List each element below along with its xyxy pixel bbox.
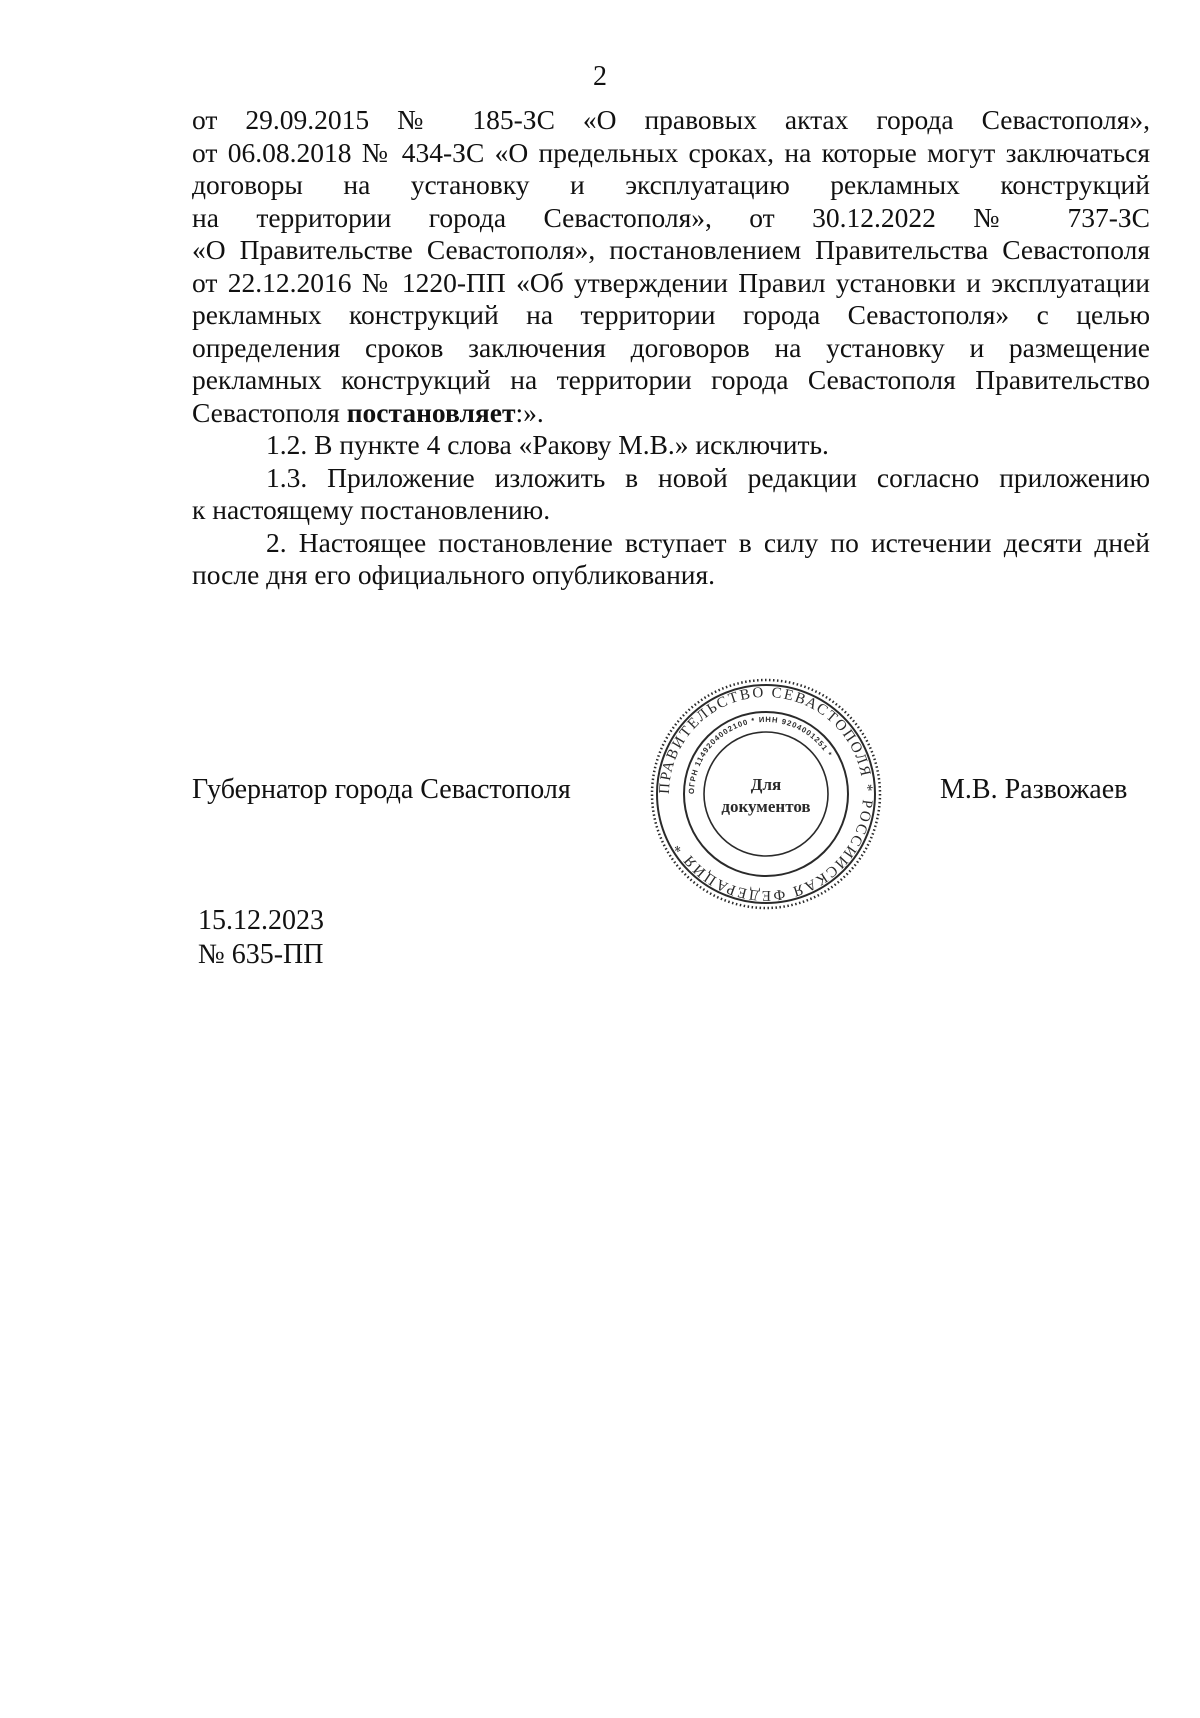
body-line-6: от 22.12.2016 № 1220-ПП «Об утверждении Правил установки и эксплуатации (192, 266, 1150, 298)
signatory-title: Губернатор города Севастополя (192, 774, 571, 805)
seal-center-line-1: Для (750, 775, 782, 794)
body-line-9: рекламных конструкций на территории города Севастополя Правительство (192, 364, 1150, 395)
official-seal-icon (648, 676, 884, 912)
body-line-5: «О Правительстве Севастополя», постановлением Правительства Севастополя (192, 234, 1150, 265)
body-line-2: от 06.08.2018 № 434-ЗС «О предельных сроках, на которые могут заключаться (192, 136, 1150, 168)
item-2-line-1: 2. Настоящее постановление вступает в силу по истечении десяти дней (266, 526, 1150, 558)
seal-center-line-2: документов (721, 797, 811, 816)
body-line-7: рекламных конструкций на территории города Севастополя» с целью (192, 299, 1150, 330)
item-1-3-line-2: к настоящему постановлению. (192, 494, 551, 525)
document-body (192, 104, 1150, 592)
body-line-10-start: Севастополя (192, 396, 347, 428)
seal-outer-text: ПРАВИТЕЛЬСТВО СЕВАСТОПОЛЯ * РОССИЙСКАЯ ФЕДЕРАЦИЯ * (656, 684, 876, 904)
item-1-2: 1.2. В пункте 4 слова «Ракову М.В.» исключить. (266, 429, 829, 460)
seal-inner-text: ОГРН 1149204002100 * ИНН 9204001251 * (686, 714, 835, 795)
item-2-line-2: после дня его официального опубликования. (192, 559, 716, 590)
body-line-10 (192, 397, 1150, 430)
body-line-8: определения сроков заключения договоров на установку и размещение (192, 331, 1150, 363)
document-date: 15.12.2023 (198, 905, 324, 936)
decree-keyword: постановляет (346, 396, 516, 428)
body-line-1: от 29.09.2015 № 185-ЗС «О правовых актах города Севастополя», (192, 104, 1150, 135)
document-number: № 635-ПП (198, 939, 324, 970)
body-line-3: договоры на установку и эксплуатацию рекламных конструкций (192, 169, 1150, 200)
body-line-10-end: :». (515, 396, 544, 428)
item-1-3-line-1: 1.3. Приложение изложить в новой редакции согласно приложению (266, 461, 1150, 493)
document-requisites (198, 904, 324, 972)
signatory-name: М.В. Развожаев (940, 774, 1128, 805)
page-number: 2 (593, 61, 607, 92)
body-line-4: на территории города Севастополя», от 30.12.2022 № 737-ЗС (192, 201, 1150, 233)
